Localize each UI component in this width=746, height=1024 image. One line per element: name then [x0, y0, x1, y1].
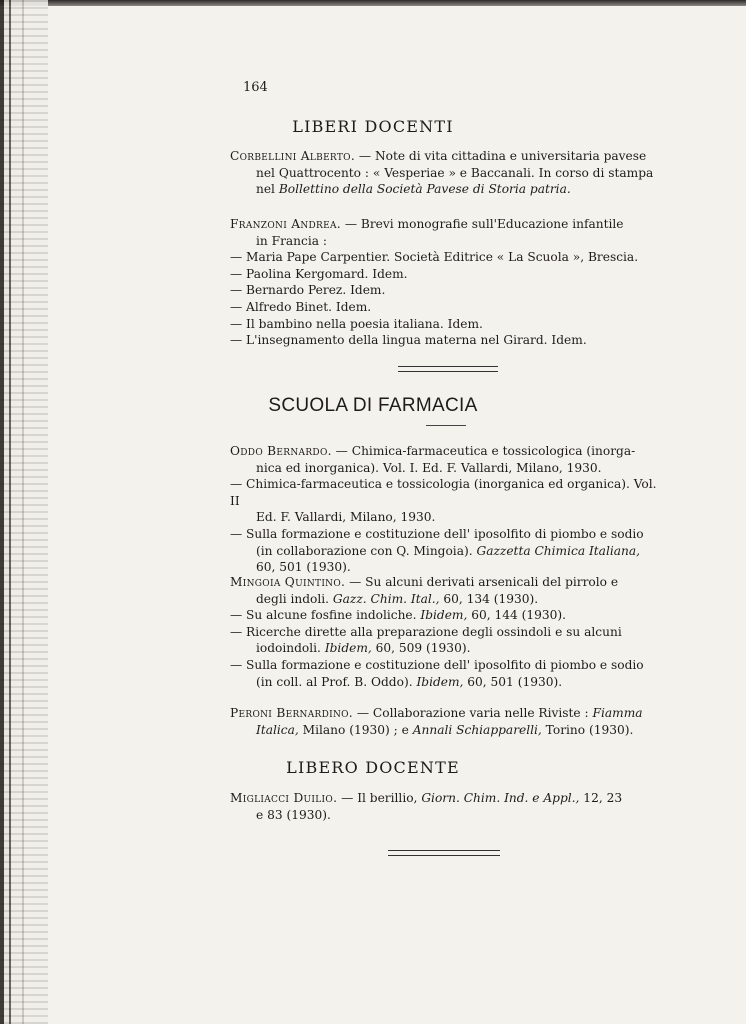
- author-name: Franzoni Andrea.: [230, 217, 341, 231]
- entry-line: iodoindoli.: [256, 641, 325, 656]
- heading-underline: [426, 425, 466, 426]
- journal-title: Fiamma: [592, 706, 643, 720]
- author-name: Oddo Bernardo.: [230, 444, 332, 458]
- entry-line: — Chimica-farmaceutica e tossicologica (inorga-: [331, 444, 636, 458]
- list-item: — Bernardo Perez. Idem.: [230, 283, 386, 298]
- end-divider: [388, 850, 500, 856]
- journal-title: Ibidem,: [416, 674, 464, 689]
- entry-line: — Ricerche dirette alla preparazione degli ossindoli e su alcuni: [230, 624, 622, 639]
- entry-line: (in collaborazione con Q. Mingoia).: [256, 543, 477, 558]
- entry-line: — Note di vita cittadina e universitaria pavese: [355, 149, 647, 163]
- entry-corbellini: [230, 148, 668, 198]
- entry-oddo: [230, 443, 668, 576]
- journal-title: Annali Schiapparelli,: [412, 722, 542, 737]
- entry-line: — Sulla formazione e costituzione dell' iposolfito di piombo e sodio: [230, 526, 644, 541]
- entry-mingoia: [230, 574, 668, 690]
- entry-line: nel: [256, 182, 279, 197]
- entry-line: nica ed inorganica). Vol. I. Ed. F. Vallardi, Milano, 1930.: [256, 460, 602, 475]
- journal-title: Giorn. Chim. Ind. e Appl.,: [421, 791, 580, 805]
- section-heading-liberi-docenti: LIBERI DOCENTI: [292, 117, 454, 136]
- entry-line: — Il berillio,: [337, 791, 422, 805]
- entry-line: (in coll. al Prof. B. Oddo).: [256, 674, 417, 689]
- journal-title: Bollettino della Società Pavese di Storia patria.: [278, 182, 571, 197]
- entry-line: — Brevi monografie sull'Educazione infantile: [340, 217, 624, 231]
- entry-line: — Sulla formazione e costituzione dell' iposolfito di piombo e sodio: [230, 657, 644, 672]
- list-item: — Paolina Kergomard. Idem.: [230, 266, 408, 281]
- entry-line: Ed. F. Vallardi, Milano, 1930.: [256, 510, 436, 525]
- author-name: Corbellini Alberto.: [230, 149, 356, 163]
- entry-line: in Francia :: [256, 233, 327, 248]
- journal-title: Italica,: [256, 722, 299, 737]
- page-number: 164: [243, 80, 268, 95]
- list-item: — Maria Pape Carpentier. Società Editrice « La Scuola », Brescia.: [230, 250, 639, 265]
- section-heading-scuola-farmacia: SCUOLA DI FARMACIA: [268, 395, 478, 416]
- author-name: Migliacci Duilio.: [230, 791, 338, 805]
- entry-line: — Su alcune fosfine indoliche.: [230, 608, 421, 623]
- author-name: Mingoia Quintino.: [230, 575, 346, 589]
- entry-line: 12, 23: [579, 791, 623, 805]
- list-item: — Alfredo Binet. Idem.: [230, 299, 372, 314]
- entry-line: — Chimica-farmaceutica e tossicologia (inorganica ed organica). Vol. II: [230, 477, 657, 508]
- entry-line: e 83 (1930).: [256, 807, 331, 822]
- journal-title: Gazzetta Chimica Italiana,: [476, 543, 640, 558]
- entry-line: 60, 501 (1930).: [256, 560, 351, 575]
- entry-line: — Collaborazione varia nelle Riviste :: [352, 706, 593, 720]
- page-top-edge: [0, 0, 746, 6]
- entry-line: Milano (1930) ; e: [298, 722, 413, 737]
- author-name: Peroni Bernardino.: [230, 706, 353, 720]
- entry-line: 60, 501 (1930).: [463, 674, 563, 689]
- book-binding-edge: [0, 0, 48, 1024]
- journal-title: Ibidem,: [420, 608, 468, 623]
- journal-title: Ibidem,: [324, 641, 372, 656]
- entry-migliacci: [230, 790, 668, 823]
- section-divider: [398, 366, 498, 372]
- list-item: — Il bambino nella poesia italiana. Idem.: [230, 316, 483, 331]
- entry-line: 60, 134 (1930).: [439, 591, 539, 606]
- entry-line: 60, 509 (1930).: [371, 641, 471, 656]
- entry-line: degli indoli.: [256, 591, 333, 606]
- entry-line: nel Quattrocento : « Vesperiae » e Baccanali. In corso di stampa: [256, 165, 654, 180]
- entry-line: — Su alcuni derivati arsenicali del pirrolo e: [345, 575, 619, 589]
- list-item: — L'insegnamento della lingua materna nel Girard. Idem.: [230, 333, 587, 348]
- journal-title: Gazz. Chim. Ital.,: [332, 591, 440, 606]
- entry-line: Torino (1930).: [541, 722, 634, 737]
- entry-franzoni: [230, 216, 668, 349]
- entry-line: 60, 144 (1930).: [467, 608, 567, 623]
- section-heading-libero-docente: LIBERO DOCENTE: [286, 758, 460, 777]
- entry-peroni: [230, 705, 668, 738]
